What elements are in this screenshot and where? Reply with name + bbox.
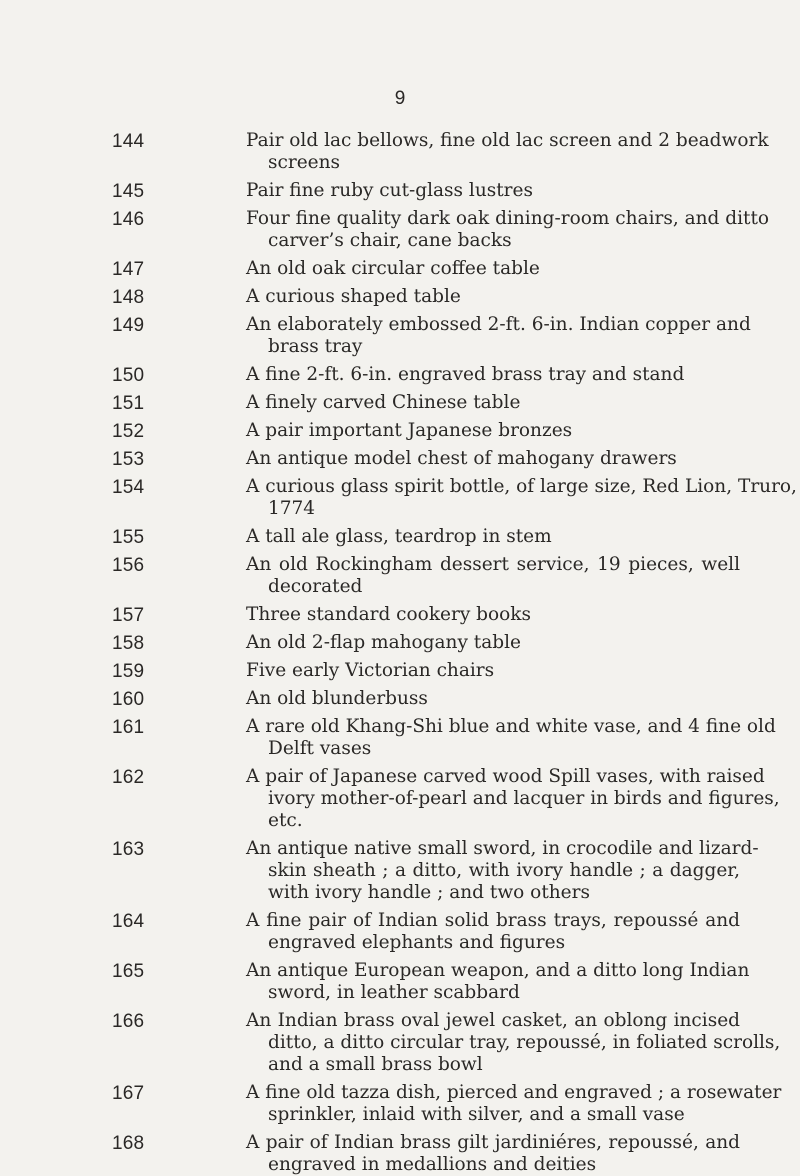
lot-number: 165 <box>112 961 145 982</box>
lot-description-line: A tall ale glass, teardrop in stem <box>246 526 552 547</box>
lot-description-line: An elaborately embossed 2-ft. 6-in. Indian copper and <box>246 314 751 335</box>
lot-number: 166 <box>112 1011 145 1032</box>
lot-number: 160 <box>112 689 145 710</box>
lot-description <box>246 1082 782 1126</box>
lot-description-line: ditto, a ditto circular tray, repoussé, in foliated scrolls, <box>268 1032 781 1053</box>
lot-description <box>246 716 776 760</box>
lot-description <box>246 180 740 202</box>
lot-description <box>246 448 740 470</box>
lot-description <box>246 838 759 904</box>
lot-description-line: An antique model chest of mahogany drawers <box>246 448 677 469</box>
lot-number: 159 <box>112 661 145 682</box>
lot-description-line: decorated <box>268 576 363 597</box>
lot-description-line: A rare old Khang-Shi blue and white vase, and 4 fine old <box>246 716 776 737</box>
lot-description-line: A finely carved Chinese table <box>246 392 521 413</box>
lot-description <box>246 960 750 1004</box>
lot-description <box>246 1010 781 1076</box>
lot-description <box>246 632 740 654</box>
lot-number: 157 <box>112 605 145 626</box>
lot-description-line: A curious glass spirit bottle, of large size, Red Lion, Truro, <box>246 476 797 497</box>
lot-description-line: Pair fine ruby cut-glass lustres <box>246 180 533 201</box>
lot-description <box>246 420 740 442</box>
lot-description-line: A curious shaped table <box>246 286 461 307</box>
lot-description <box>246 286 740 308</box>
lot-description-line: A fine old tazza dish, pierced and engraved ; a rosewater <box>246 1082 782 1103</box>
lot-number: 164 <box>112 911 145 932</box>
lot-description-line: An old Rockingham dessert service, 19 pieces, well <box>246 554 740 575</box>
lot-description-line: sprinkler, inlaid with silver, and a small vase <box>268 1104 685 1125</box>
lot-number: 156 <box>112 555 145 576</box>
lot-description <box>246 314 751 358</box>
lot-description-line: carver’s chair, cane backs <box>268 230 512 251</box>
lot-number: 154 <box>112 477 145 498</box>
lot-description <box>246 1132 740 1176</box>
lot-description-line: An antique native small sword, in crocodile and lizard- <box>246 838 759 859</box>
lot-number: 153 <box>112 449 145 470</box>
lot-description-line: ivory mother-of-pearl and lacquer in birds and figures, <box>268 788 780 809</box>
lot-number: 161 <box>112 717 145 738</box>
lot-number: 146 <box>112 209 145 230</box>
lot-description-line: brass tray <box>268 336 363 357</box>
lot-description <box>246 392 740 414</box>
lot-description <box>246 688 740 710</box>
lot-description-line: Pair old lac bellows, fine old lac screen and 2 beadwork <box>246 130 769 151</box>
lot-description-line: and a small brass bowl <box>268 1054 483 1075</box>
lot-description <box>246 910 740 954</box>
lot-description-line: A pair important Japanese bronzes <box>246 420 573 441</box>
lot-description-line: screens <box>268 152 341 173</box>
lot-description-line: skin sheath ; a ditto, with ivory handle ; a dagger, <box>268 860 740 881</box>
lot-description <box>246 208 770 252</box>
lot-description-line: An old 2-flap mahogany table <box>246 632 521 653</box>
lot-number: 144 <box>112 131 145 152</box>
lot-description <box>246 526 740 548</box>
lot-number: 149 <box>112 315 145 336</box>
lot-number: 145 <box>112 181 145 202</box>
lot-description-line: An antique European weapon, and a ditto long Indian <box>246 960 750 981</box>
lot-description <box>246 766 780 832</box>
lot-description-line: A pair of Indian brass gilt jardiniéres, repoussé, and <box>246 1132 740 1153</box>
lot-number: 148 <box>112 287 145 308</box>
lot-description-line: Five early Victorian chairs <box>246 660 495 681</box>
lot-description-line: Four fine quality dark oak dining-room chairs, and ditto <box>246 208 770 229</box>
lot-description-line: with ivory handle ; and two others <box>268 882 590 903</box>
lot-description-line: A pair of Japanese carved wood Spill vases, with raised <box>246 766 765 787</box>
lot-description-line: engraved in medallions and deities <box>268 1154 597 1175</box>
lot-description <box>246 130 769 174</box>
lot-description-line: A fine pair of Indian solid brass trays, repoussé and <box>246 910 740 931</box>
lot-description-line: engraved elephants and figures <box>268 932 566 953</box>
lot-description <box>246 554 740 598</box>
lot-number: 151 <box>112 393 145 414</box>
lot-number: 147 <box>112 259 145 280</box>
lot-description-line: An old oak circular coffee table <box>246 258 540 279</box>
lot-number: 152 <box>112 421 145 442</box>
lot-description-line: etc. <box>268 810 303 831</box>
lot-description <box>246 604 740 626</box>
lot-number: 163 <box>112 839 145 860</box>
lot-description-line: A fine 2-ft. 6-in. engraved brass tray and stand <box>246 364 685 385</box>
lot-number: 155 <box>112 527 145 548</box>
lot-description-line: An old blunderbuss <box>246 688 428 709</box>
lot-description <box>246 258 740 280</box>
lot-description <box>246 476 797 520</box>
lot-description-line: 1774 <box>268 498 316 519</box>
lot-number: 150 <box>112 365 145 386</box>
lot-number: 168 <box>112 1133 145 1154</box>
lot-number: 162 <box>112 767 145 788</box>
lot-number: 158 <box>112 633 145 654</box>
lot-description-line: sword, in leather scabbard <box>268 982 520 1003</box>
lot-description-line: An Indian brass oval jewel casket, an oblong incised <box>246 1010 740 1031</box>
lot-description <box>246 364 740 386</box>
lot-description-line: Three standard cookery books <box>246 604 531 625</box>
lot-number: 167 <box>112 1083 145 1104</box>
lot-description <box>246 660 740 682</box>
page-number: 9 <box>394 88 406 109</box>
lot-description-line: Delft vases <box>268 738 372 759</box>
